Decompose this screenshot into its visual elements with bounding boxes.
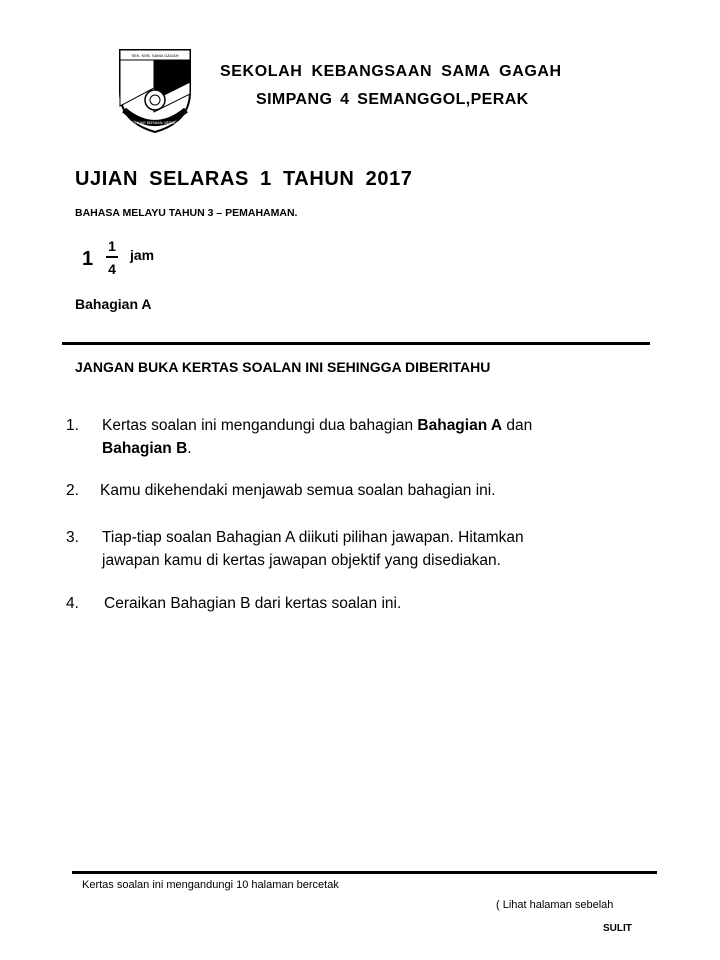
instruction-text: Kamu dikehendaki menjawab semua soalan bahagian ini. <box>100 482 496 499</box>
duration-denominator: 4 <box>108 261 116 277</box>
exam-subject: BAHASA MELAYU TAHUN 3 – PEMAHAMAN. <box>75 207 298 219</box>
divider-bottom <box>72 871 657 874</box>
instruction-item <box>102 526 524 572</box>
school-name: SEKOLAH KEBANGSAAN SAMA GAGAH <box>220 63 562 80</box>
warning-text: JANGAN BUKA KERTAS SOALAN INI SEHINGGA DIBERITAHU <box>75 359 491 375</box>
duration-whole: 1 <box>82 248 94 270</box>
divider-top <box>62 342 650 345</box>
instruction-text: . <box>187 440 192 457</box>
instruction-text: Ceraikan Bahagian B dari kertas soalan ini. <box>104 595 402 612</box>
instruction-text: dan <box>502 417 533 434</box>
instruction-number: 3. <box>66 529 79 546</box>
instruction-text: Tiap-tiap soalan Bahagian A diikuti pilihan jawapan. Hitamkan <box>102 529 524 546</box>
instruction-bold: Bahagian A <box>417 417 503 434</box>
instruction-text: Kertas soalan ini mengandungi dua bahagian <box>102 417 418 434</box>
instruction-item <box>102 414 532 460</box>
footer-next-page: ( Lihat halaman sebelah <box>496 899 614 911</box>
logo-top-text: SEK. KEB. SAMA GAGAH <box>131 53 179 58</box>
fraction-bar <box>106 256 118 258</box>
section-label: Bahagian A <box>75 296 152 312</box>
instruction-number: 2. <box>66 482 79 499</box>
instruction-number: 4. <box>66 595 79 612</box>
instruction-bold: Bahagian B <box>102 440 188 457</box>
school-logo <box>118 48 192 134</box>
duration-fraction <box>106 238 118 277</box>
exam-title: UJIAN SELARAS 1 TAHUN 2017 <box>75 168 413 190</box>
duration-numerator: 1 <box>108 238 116 254</box>
footer-classification: SULIT <box>603 923 632 934</box>
instruction-text: jawapan kamu di kertas jawapan objektif yang disediakan. <box>102 552 501 569</box>
footer-page-count: Kertas soalan ini mengandungi 10 halaman bercetak <box>82 879 339 891</box>
school-address: SIMPANG 4 SEMANGGOL,PERAK <box>256 91 529 108</box>
logo-bottom-text: BELAJAR BERAMAL BERJAYA <box>130 121 180 125</box>
instruction-number: 1. <box>66 417 79 434</box>
duration-unit: jam <box>130 247 155 263</box>
